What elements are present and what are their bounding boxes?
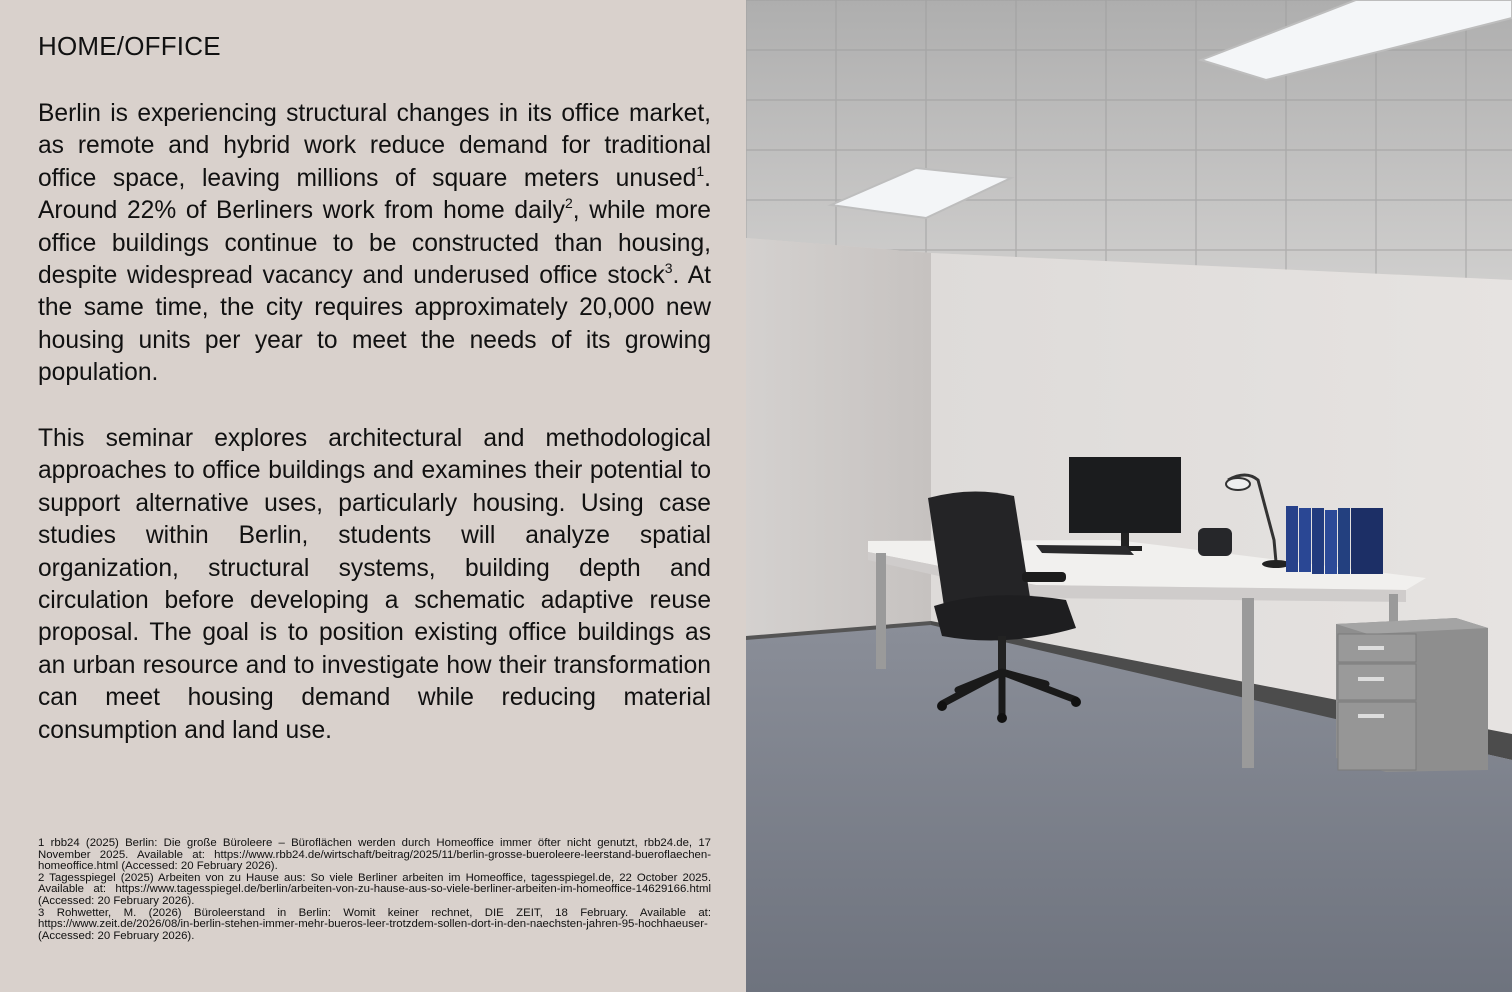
text-panel: [0, 0, 746, 992]
intro-text-4: . At the same time, the city requires approximately 20,000 new housing units per year to meet the needs of its growing population.: [38, 262, 711, 387]
footnote-ref-2: 2: [564, 195, 573, 212]
footnotes: [38, 838, 711, 942]
intro-text-1: Berlin is experiencing structural changes in its office market, as remote and hybrid work reduce demand for traditional office space, leaving millions of square meters unused: [38, 100, 711, 192]
office-illustration: [746, 0, 1512, 992]
intro-text-3: , while more office buildings continue to be constructed than housing, despite widespread vacancy and underused office stock: [38, 197, 711, 290]
footnote-ref-1: 1: [696, 162, 705, 179]
desk-phone: [1198, 528, 1232, 556]
intro-paragraph: [38, 98, 711, 390]
seminar-paragraph: This seminar explores architectural and methodological approaches to office buildings and examines their potential to support alternative uses, particularly housing. Using case studies within Berlin, students will analyze spatial organization, structural systems, building depth and circulation before developing a schematic adaptive reuse proposal. The goal is to position existing office buildings as an urban resource and to investigate how their transformation can meet housing demand while reducing material consumption and land use.: [38, 425, 711, 744]
footnote-1: 1 rbb24 (2025) Berlin: Die große Büroleere – Büroflächen werden durch Homeoffice immer öfter nicht genutzt, rbb24.de, 17 November 2025. Available at: https://www.rbb24.de/wirtschaft/beitrag/2025/11/berlin-grosse-bueroleere-leerstand-bueroflaechen-homeoffice.html (Accessed: 20 February 2026).: [38, 837, 711, 873]
footnote-ref-3: 3: [664, 260, 673, 277]
drawer-cabinet: [1336, 618, 1488, 772]
office-photo: [746, 0, 1512, 992]
footnote-2: 2 Tagesspiegel (2025) Arbeiten von zu Hause aus: So viele Berliner arbeiten im Homeoffice, tagesspiegel.de, 22 October 2025. Available at: https://www.tagesspiegel.de/berlin/arbeiten-von-zu-hause-aus-so-viele-berliner-arbeiten-im-homeoffice-14629166.html (Accessed: 20 February 2026).: [38, 871, 711, 907]
binders: [1286, 506, 1383, 574]
page-title: HOME/OFFICE: [38, 31, 221, 61]
left-wall: [746, 238, 931, 640]
monitor: [1069, 457, 1181, 533]
intro-text-2: . Around 22% of Berliners work from home daily: [38, 164, 711, 225]
footnote-3: 3 Rohwetter, M. (2026) Büroleerstand in Berlin: Womit keiner rechnet, DIE ZEIT, 18 February. Available at: https://www.zeit.de/2026/08/in-berlin-stehen-immer-mehr-bueros-leer-trotzdem-sollen-dort-in-den-naechsten-jahren-95-hochhaeuser- (Accessed: 20 February 2026).: [38, 906, 711, 942]
